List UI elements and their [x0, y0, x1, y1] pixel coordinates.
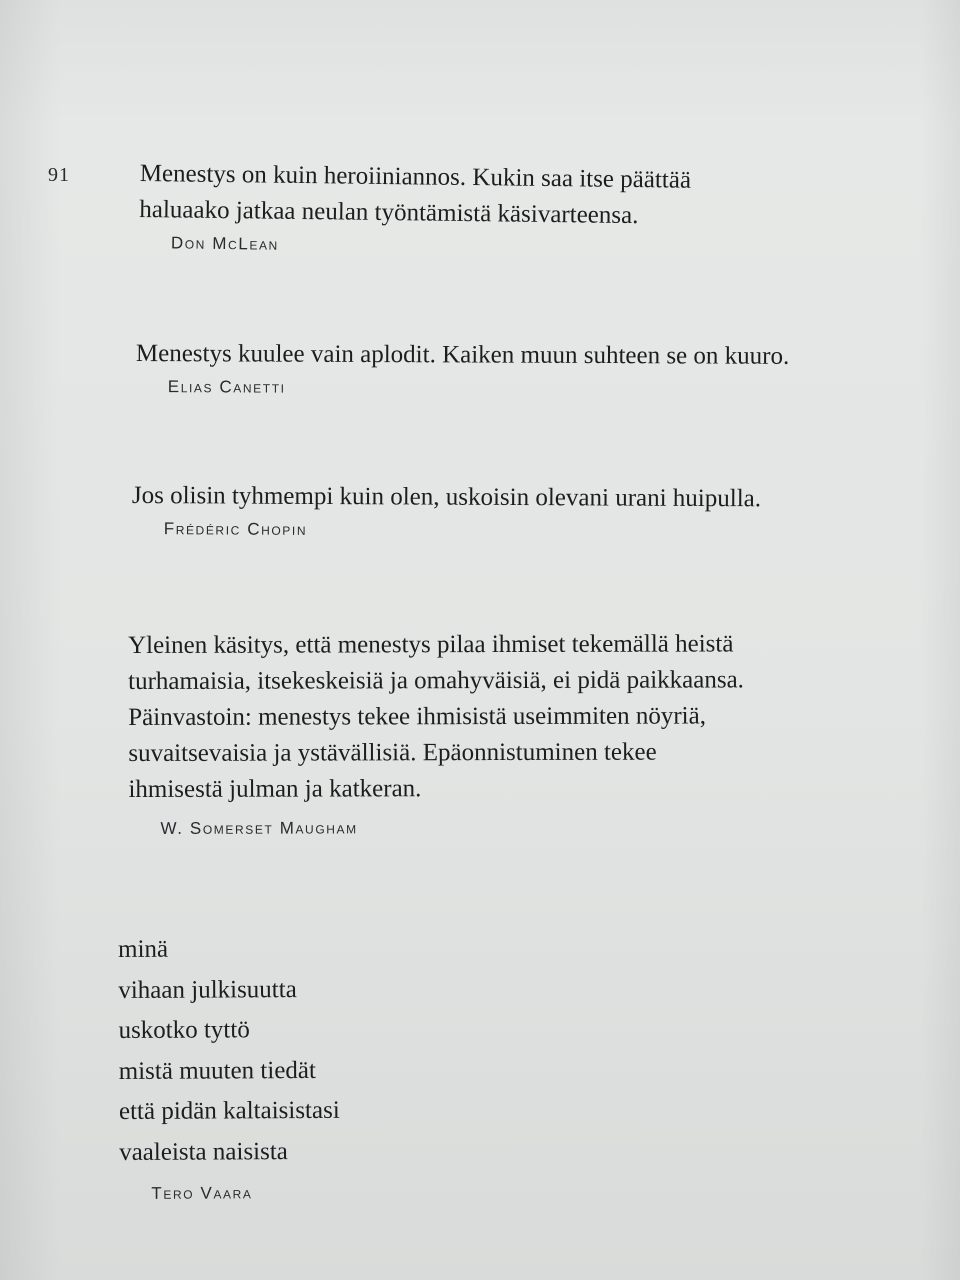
quote-line: suvaitsevaisia ja ystävällisiä. Epäonnistuminen tekee [128, 738, 657, 767]
poem-tero-vaara [118, 929, 340, 1205]
quote-author: Don McLean [170, 233, 280, 254]
quote-somerset-maugham [128, 626, 744, 840]
quote-author: W. Somerset Maugham [160, 818, 358, 838]
quote-line: Jos olisin tyhmempi kuin olen, uskoisin olevani urani huipulla. [131, 481, 762, 513]
poem-line: vihaan julkisuutta [118, 975, 297, 1004]
quote-line: Menestys kuulee vain aplodit. Kaiken muun suhteen se on kuuro. [135, 339, 790, 370]
page-shadow [920, 0, 960, 1280]
quote-author: Frédéric Chopin [163, 519, 308, 539]
quote-line: turhamaisia, itsekeskeisiä ja omahyväisiä, ei pidä paikkaansa. [128, 666, 744, 695]
quote-elias-canetti [136, 336, 790, 401]
quote-don-mclean [139, 156, 691, 261]
quote-line: Yleinen käsitys, että menestys pilaa ihmiset tekemällä heistä [128, 630, 734, 659]
quote-line: Päinvastoin: menestys tekee ihmisistä useimmiten nöyriä, [128, 702, 706, 731]
poem-line: mistä muuten tiedät [118, 1056, 316, 1085]
quote-author: Elias Canetti [167, 377, 286, 397]
poem-line: minä [118, 935, 169, 963]
poem-line: uskotko tyttö [118, 1016, 250, 1044]
quote-line: haluaako jatkaa neulan työntämistä käsivarteensa. [139, 195, 639, 230]
quote-line: Menestys on kuin heroiiniannos. Kukin saa itse päättää [139, 159, 692, 194]
poem-line: että pidän kaltaisistasi [118, 1096, 340, 1125]
page-number: 91 [48, 164, 70, 186]
poem-line: vaaleista naisista [119, 1137, 288, 1166]
quote-line: ihmisestä julman ja katkeran. [128, 775, 422, 803]
quote-author: Tero Vaara [151, 1183, 253, 1203]
quote-frederic-chopin [132, 478, 761, 543]
